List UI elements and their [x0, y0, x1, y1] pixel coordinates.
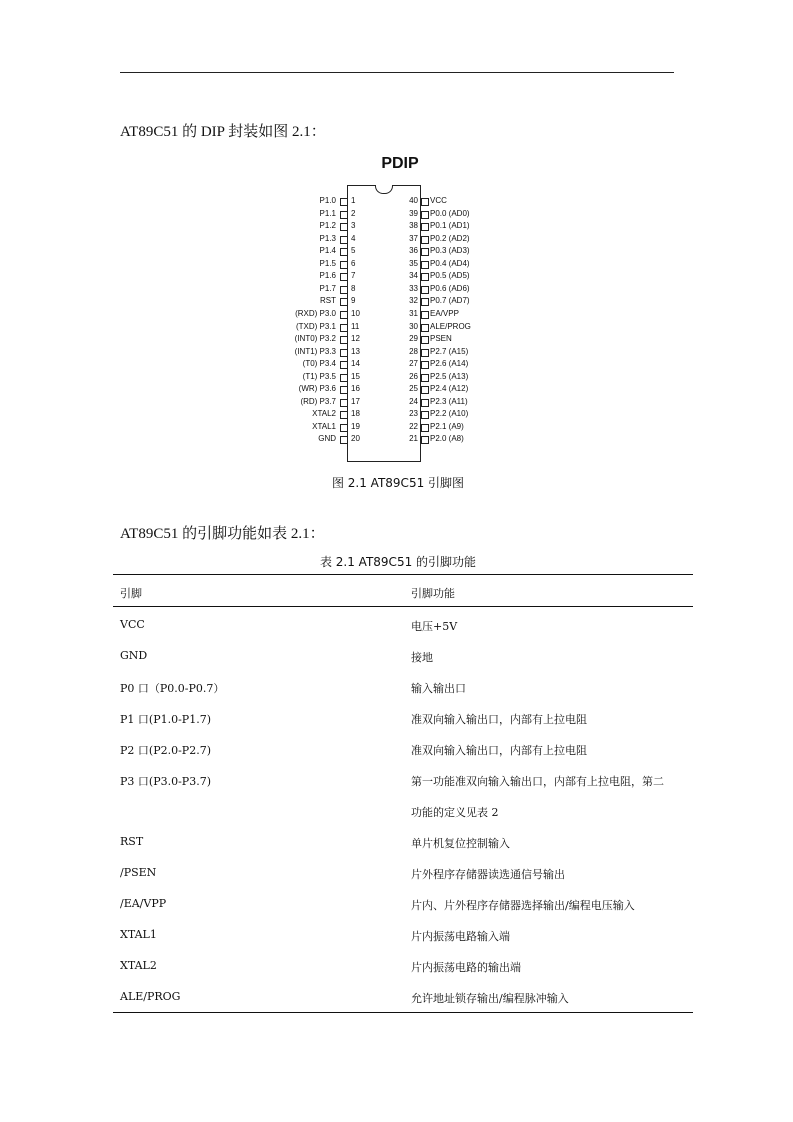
right-pin: [409, 308, 539, 320]
pin-name: P1.1: [319, 208, 336, 218]
table-row: [113, 794, 693, 825]
pin-cell: /PSEN: [120, 866, 157, 879]
pin-name: (RXD) P3.0: [295, 308, 336, 318]
right-pin: [409, 358, 539, 370]
pin-cell: P2 口(P2.0-P2.7): [120, 744, 211, 757]
table-row: [113, 825, 693, 856]
pin-pad: [340, 399, 348, 407]
pin-pad: [421, 436, 429, 444]
pin-pad: [340, 261, 348, 269]
pin-pad: [340, 311, 348, 319]
right-pin: [409, 208, 539, 220]
pin-cell: P1 口(P1.0-P1.7): [120, 713, 211, 726]
pin-cell: P3 口(P3.0-P3.7): [120, 775, 211, 788]
right-pin: [409, 270, 539, 282]
right-pin: [409, 396, 539, 408]
pin-name: EA/VPP: [430, 308, 459, 318]
pin-name: P1.7: [319, 283, 336, 293]
pin-name: P1.0: [319, 196, 336, 205]
pin-number: 15: [351, 371, 360, 381]
pin-number: 12: [351, 334, 360, 344]
pin-number: 27: [409, 359, 418, 369]
pin-number: 9: [351, 296, 356, 306]
pin-pad: [340, 436, 348, 444]
function-cell: 第一功能准双向输入输出口，内部有上拉电阻，第二: [411, 775, 664, 788]
table-row: [113, 980, 693, 1011]
pin-number: 11: [351, 321, 360, 331]
pin-number: 2: [351, 208, 356, 218]
table-intro-paragraph: AT89C51 的引脚功能如表 2.1：: [120, 526, 325, 542]
pin-name: VCC: [430, 196, 447, 205]
pin-name: GND: [318, 434, 336, 444]
pin-name: PSEN: [430, 334, 452, 344]
pin-cell: XTAL1: [120, 928, 157, 941]
pin-name: (TXD) P3.1: [295, 321, 336, 331]
pin-number: 10: [351, 308, 360, 318]
header-function: 引脚功能: [411, 587, 455, 600]
pin-number: 14: [351, 359, 360, 369]
pin-pad: [421, 399, 429, 407]
table-row: [113, 763, 693, 794]
function-cell: 接地: [411, 651, 433, 664]
function-cell: 准双向输入输出口，内部有上拉电阻: [411, 713, 587, 726]
pin-name: (WR) P3.6: [298, 384, 336, 394]
pin-pad: [421, 349, 429, 357]
pin-pad: [340, 223, 348, 231]
right-pin: [409, 433, 539, 445]
right-pin: [409, 195, 539, 207]
pin-pad: [421, 286, 429, 294]
pin-cell: GND: [120, 649, 148, 662]
header-pin: 引脚: [120, 587, 142, 600]
pin-number: 20: [351, 434, 360, 444]
pin-cell: VCC: [120, 618, 145, 631]
chip-notch: [375, 185, 393, 194]
pin-cell: ALE/PROG: [120, 990, 181, 1003]
pin-pad: [421, 311, 429, 319]
pin-number: 23: [409, 409, 418, 419]
right-pin: [409, 220, 539, 232]
function-cell: 单片机复位控制输入: [411, 837, 510, 850]
table-row: [113, 732, 693, 763]
right-pin: [409, 408, 539, 420]
pin-pad: [421, 336, 429, 344]
pin-number: 8: [351, 283, 356, 293]
pin-name: (RD) P3.7: [300, 396, 336, 406]
table-row: [113, 701, 693, 732]
pin-number: 5: [351, 246, 356, 256]
pin-name: XTAL1: [312, 421, 336, 431]
pin-name: XTAL2: [312, 409, 336, 419]
intro-paragraph: AT89C51 的 DIP 封装如图 2.1：: [120, 124, 326, 140]
pin-number: 13: [351, 346, 360, 356]
pin-number: 17: [351, 396, 360, 406]
pin-name: P0.4 (AD4): [430, 258, 470, 268]
pin-name: (T0) P3.4: [302, 359, 336, 369]
function-cell: 片内振荡电路输入端: [411, 930, 510, 943]
pin-pad: [421, 361, 429, 369]
pin-number: 28: [409, 346, 418, 356]
pin-pad: [340, 424, 348, 432]
right-pin: [409, 383, 539, 395]
right-pin: [409, 245, 539, 257]
table-row: [113, 918, 693, 949]
pin-number: 39: [409, 208, 418, 218]
table-header-rule: [113, 606, 693, 607]
pin-pad: [421, 411, 429, 419]
right-pin: [409, 333, 539, 345]
pin-pad: [340, 286, 348, 294]
pin-pad: [340, 324, 348, 332]
pin-pad: [340, 298, 348, 306]
pin-pad: [421, 198, 429, 206]
pin-number: 3: [351, 221, 356, 231]
figure-caption: 图 2.1 AT89C51 引脚图: [331, 476, 465, 490]
pin-name: P2.5 (A13): [430, 371, 469, 381]
pin-name: ALE/PROG: [430, 321, 471, 331]
pin-number: 34: [409, 271, 418, 281]
pin-number: 18: [351, 409, 360, 419]
pin-cell: P0 口（P0.0-P0.7）: [120, 682, 225, 695]
pin-pad: [340, 361, 348, 369]
right-pin: [409, 295, 539, 307]
pin-name: P2.0 (A8): [430, 434, 464, 444]
pin-number: 31: [409, 308, 418, 318]
pdip-pinout-figure: [294, 155, 500, 465]
pin-pad: [421, 211, 429, 219]
table-row: [113, 887, 693, 918]
pin-name: P0.2 (AD2): [430, 233, 470, 243]
table-title: 表 2.1 AT89C51 的引脚功能: [319, 555, 477, 569]
pin-number: 22: [409, 421, 418, 431]
pin-name: P2.6 (A14): [430, 359, 469, 369]
pin-number: 35: [409, 258, 418, 268]
pin-pad: [421, 273, 429, 281]
pin-name: (INT1) P3.3: [294, 346, 336, 356]
pin-name: P1.4: [319, 246, 336, 256]
table-header-row: [113, 575, 693, 606]
pin-pad: [340, 273, 348, 281]
function-cell: 输入输出口: [411, 682, 466, 695]
pin-name: (T1) P3.5: [302, 371, 336, 381]
pin-pad: [421, 298, 429, 306]
pin-pad: [340, 211, 348, 219]
pin-pad: [421, 223, 429, 231]
pin-number: 29: [409, 334, 418, 344]
pin-pad: [340, 336, 348, 344]
right-pin: [409, 233, 539, 245]
pin-name: P0.5 (AD5): [430, 271, 470, 281]
pin-pad: [421, 424, 429, 432]
pin-name: P2.3 (A11): [430, 396, 468, 406]
pin-name: P2.2 (A10): [430, 409, 469, 419]
table-row: [113, 856, 693, 887]
pin-pad: [340, 248, 348, 256]
pin-name: P0.0 (AD0): [430, 208, 470, 218]
right-pin: [409, 346, 539, 358]
pin-name: P1.2: [319, 221, 336, 231]
pin-number: 25: [409, 384, 418, 394]
pin-number: 7: [351, 271, 356, 281]
pin-pad: [421, 261, 429, 269]
function-cell: 电压+5V: [411, 620, 458, 633]
function-cell: 片外程序存储器读选通信号输出: [411, 868, 565, 881]
pin-name: (INT0) P3.2: [294, 334, 336, 344]
pin-number: 6: [351, 258, 356, 268]
pin-name: P0.6 (AD6): [430, 283, 470, 293]
table-row: [113, 670, 693, 701]
pin-number: 24: [409, 396, 418, 406]
function-cell: 准双向输入输出口，内部有上拉电阻: [411, 744, 587, 757]
pin-pad: [340, 349, 348, 357]
pin-pad: [340, 198, 348, 206]
pin-number: 33: [409, 283, 418, 293]
pin-number: 30: [409, 321, 418, 331]
pin-name: P2.4 (A12): [430, 384, 469, 394]
right-pin: [409, 321, 539, 333]
pin-number: 37: [409, 233, 418, 243]
pin-pad: [421, 236, 429, 244]
pin-number: 16: [351, 384, 360, 394]
table-row: [113, 639, 693, 670]
pin-number: 36: [409, 246, 418, 256]
pin-number: 38: [409, 221, 418, 231]
pin-name: P1.5: [319, 258, 336, 268]
table-row: [113, 949, 693, 980]
pin-pad: [340, 411, 348, 419]
right-pin: [409, 283, 539, 295]
pin-number: 40: [409, 196, 418, 205]
pin-number: 26: [409, 371, 418, 381]
header-rule: [120, 72, 674, 73]
pin-pad: [340, 386, 348, 394]
function-cell: 片内、片外程序存储器选择输出/编程电压输入: [411, 899, 635, 912]
table-bottom-rule: [113, 1012, 693, 1013]
function-cell: 片内振荡电路的输出端: [411, 961, 521, 974]
pin-pad: [421, 248, 429, 256]
pin-pad: [421, 374, 429, 382]
pin-number: 19: [351, 421, 360, 431]
right-pin: [409, 371, 539, 383]
pin-pad: [421, 386, 429, 394]
pin-name: RST: [320, 296, 336, 306]
pin-pad: [421, 324, 429, 332]
right-pin: [409, 421, 539, 433]
figure-title: PDIP: [381, 155, 419, 172]
pin-cell: RST: [120, 835, 144, 848]
pin-name: P0.1 (AD1): [430, 221, 470, 231]
pin-number: 1: [351, 196, 356, 205]
pin-name: P0.7 (AD7): [430, 296, 470, 306]
pin-name: P1.3: [319, 233, 336, 243]
pin-name: P2.7 (A15): [430, 346, 469, 356]
table-row: [113, 608, 693, 639]
pin-name: P1.6: [319, 271, 336, 281]
pin-name: P2.1 (A9): [430, 421, 464, 431]
pin-number: 21: [409, 434, 418, 444]
pin-name: P0.3 (AD3): [430, 246, 470, 256]
function-cell: 功能的定义见表 2: [411, 806, 499, 819]
pin-pad: [340, 374, 348, 382]
function-cell: 允许地址锁存输出/编程脉冲输入: [411, 992, 569, 1005]
pin-number: 4: [351, 233, 356, 243]
pin-cell: /EA/VPP: [120, 897, 167, 910]
pin-number: 32: [409, 296, 418, 306]
right-pin: [409, 258, 539, 270]
pin-cell: XTAL2: [120, 959, 157, 972]
pin-pad: [340, 236, 348, 244]
